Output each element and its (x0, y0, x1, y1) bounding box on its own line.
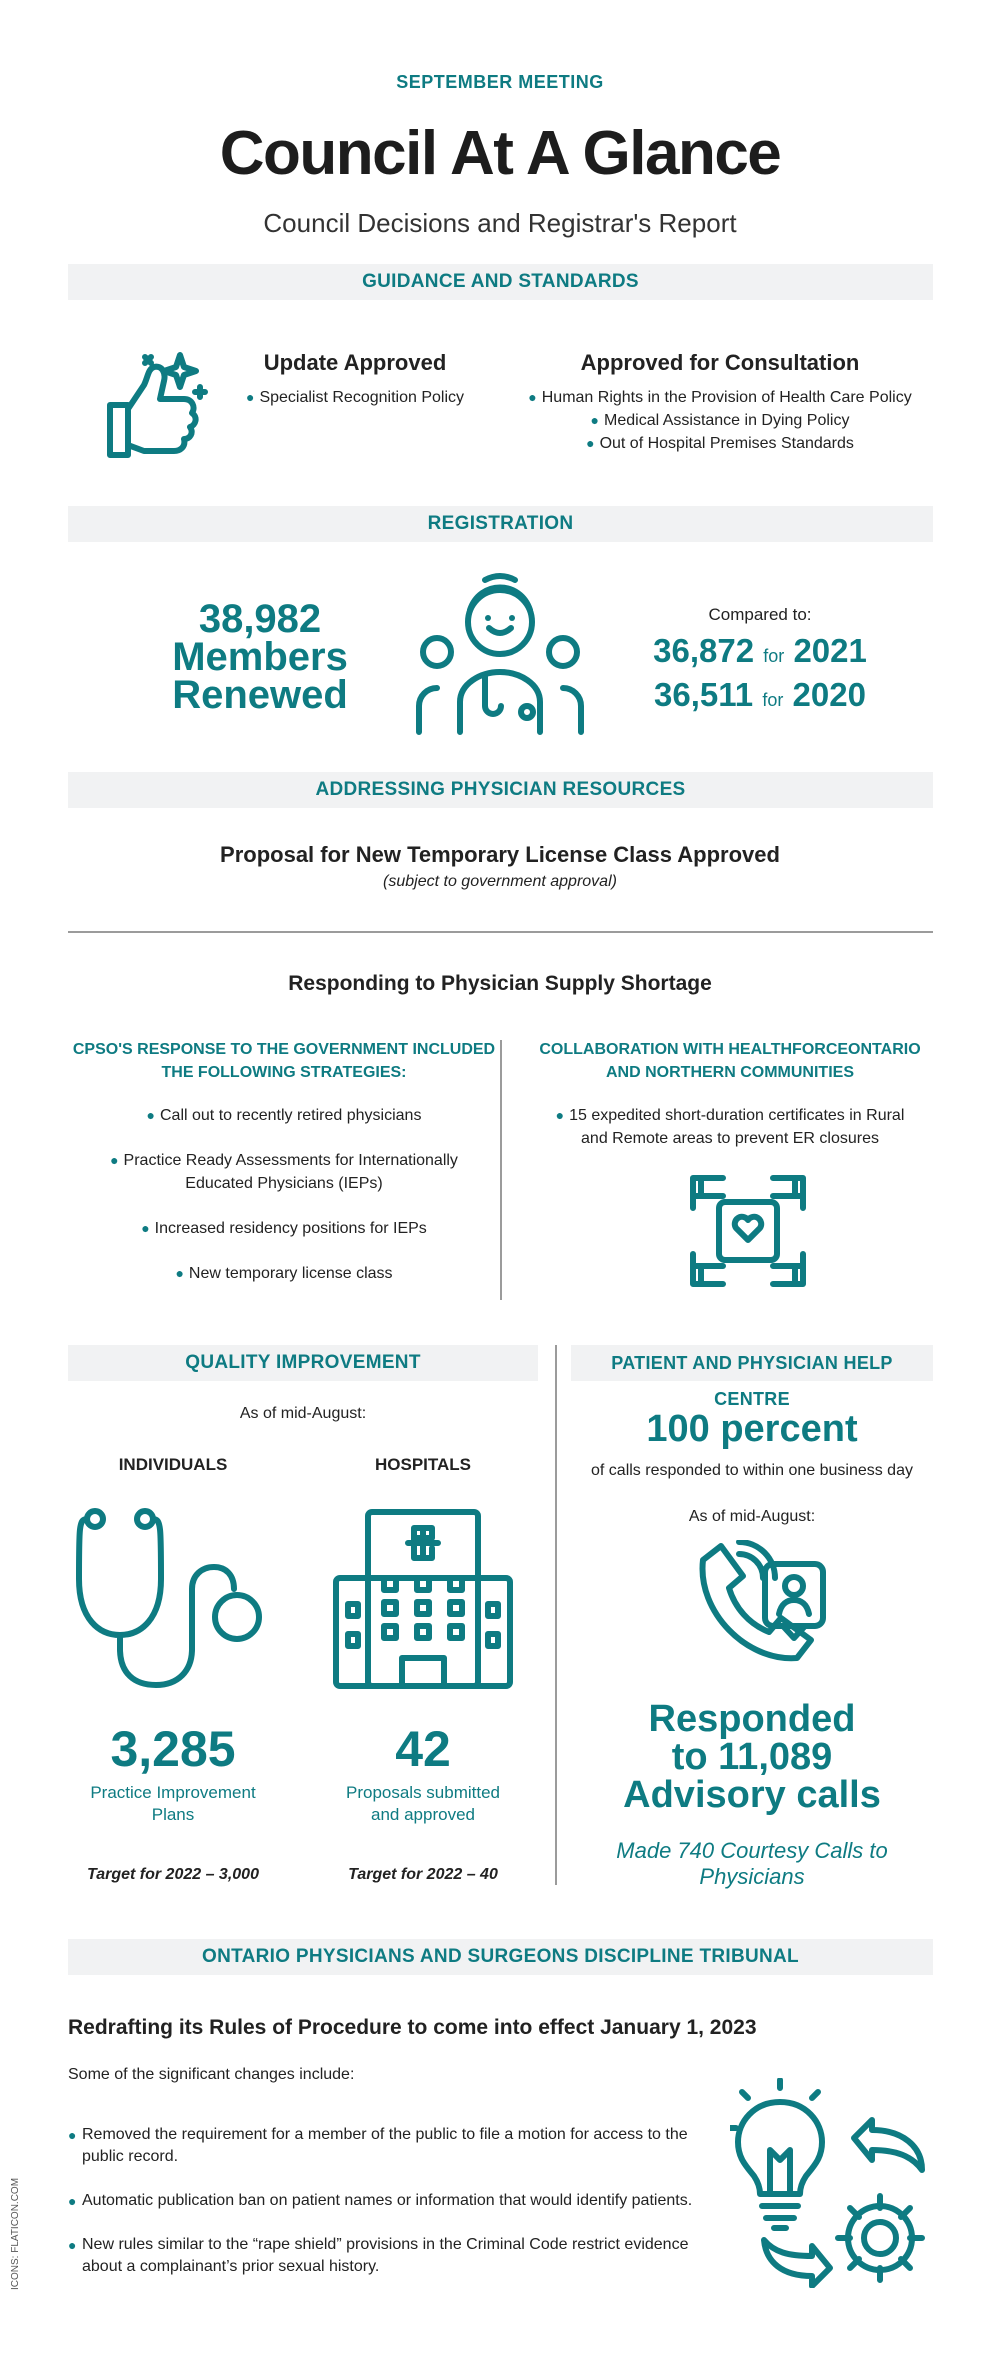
list-item: ● Medical Assistance in Dying Policy (590, 412, 850, 429)
calls-line: to 11,089 (671, 1736, 833, 1778)
year-2020: 2020 (792, 676, 866, 713)
item-line: Removed the requirement for a member of the public to file a motion for access to the (82, 2126, 688, 2143)
compared-label: Compared to: (708, 605, 812, 624)
tribunal-item: ● New rules similar to the “rape shield” provisions in the Criminal Code restrict evidence about a complainant’s prior sexual history. (68, 2234, 748, 2278)
individuals-target: Target for 2022 – 3,000 (87, 1866, 259, 1883)
individuals-desc (68, 1782, 278, 1826)
page-title: Council At A Glance (219, 119, 781, 188)
courtesy-line: Made 740 Courtesy Calls to (616, 1838, 888, 1863)
update-approved-list (235, 386, 475, 409)
list-item: ● Out of Hospital Premises Standards (586, 435, 854, 452)
list-item-continued: and Remote areas to prevent ER closures (581, 1130, 879, 1147)
band-helpcentre: PATIENT AND PHYSICIAN HELP CENTRE (571, 1345, 933, 1381)
for-label: for (763, 646, 785, 666)
update-approved-title: Update Approved (263, 350, 447, 375)
compare-row-2021 (620, 632, 900, 670)
list-item: ● Practice Ready Assessments for Internationally (110, 1152, 458, 1169)
thumbs-up-icon (100, 345, 210, 465)
proposal-note: (subject to government approval) (383, 873, 617, 890)
tribunal-item: ● Automatic publication ban on patient names or information that would identify patients. (68, 2190, 768, 2212)
column-divider (555, 1345, 557, 1885)
members-count: 38,982 (198, 597, 322, 641)
tribunal-intro: Some of the significant changes include: (68, 2066, 355, 2083)
lightbulb-gear-icon (730, 2078, 940, 2288)
band-guidance: GUIDANCE AND STANDARDS (68, 264, 933, 300)
quality-as-of: As of mid-August: (239, 1405, 367, 1422)
band-registration: REGISTRATION (68, 506, 933, 542)
members-renewed (140, 597, 380, 717)
desc-line: Plans (151, 1805, 195, 1824)
item-line: New rules similar to the “rape shield” provisions in the Criminal Code restrict evidence (82, 2236, 689, 2253)
list-item: ● Increased residency positions for IEPs (141, 1220, 427, 1237)
left-heading-line: CPSO'S RESPONSE TO THE GOVERNMENT INCLUDED (72, 1041, 496, 1058)
list-item: ● New temporary license class (175, 1265, 393, 1282)
hospitals-label: HOSPITALS (374, 1455, 472, 1474)
collaboration-list (520, 1104, 940, 1150)
stethoscope-icon (75, 1505, 275, 1695)
tribunal-item: ● Removed the requirement for a member of the public to file a motion for access to the public record. (68, 2124, 748, 2168)
members-label: Members (172, 635, 348, 679)
divider (68, 931, 933, 933)
help-as-of: As of mid-August: (688, 1508, 816, 1525)
band-tribunal: ONTARIO PHYSICIANS AND SURGEONS DISCIPLINE TRIBUNAL (68, 1939, 933, 1975)
consultation-title: Approved for Consultation (580, 350, 860, 375)
tribunal-title: Redrafting its Rules of Procedure to come into effect January 1, 2023 (68, 2016, 757, 2039)
list-item: ● Specialist Recognition Policy (245, 389, 464, 406)
hospital-icon (332, 1508, 514, 1690)
hospitals-number: 42 (395, 1721, 451, 1777)
renewed-label: Renewed (172, 673, 348, 717)
proposal-title: Proposal for New Temporary License Class Approved (220, 842, 780, 867)
year-2021: 2021 (793, 632, 867, 669)
list-item-continued: Educated Physicians (IEPs) (185, 1175, 383, 1192)
advisory-calls (571, 1700, 933, 1814)
list-item: ● 15 expedited short-duration certificates in Rural (555, 1107, 905, 1124)
column-divider (500, 1040, 502, 1300)
item-line: Automatic publication ban on patient names or information that would identify patients. (82, 2192, 693, 2209)
count-2021: 36,872 (653, 632, 755, 669)
consultation-list (510, 386, 930, 455)
list-item: ● Human Rights in the Provision of Health Care Policy (528, 389, 912, 406)
icon-credit: ICONS: FLATICON.COM (10, 2177, 21, 2290)
for-label: for (762, 690, 784, 710)
phone-contact-icon (683, 1540, 828, 1685)
page-subtitle: Council Decisions and Registrar's Report (263, 208, 737, 238)
right-heading-line: COLLABORATION WITH HEALTHFORCEONTARIO (539, 1041, 921, 1058)
right-heading-line: AND NORTHERN COMMUNITIES (606, 1064, 854, 1081)
calls-line: Responded (648, 1698, 856, 1740)
band-quality: QUALITY IMPROVEMENT (68, 1345, 538, 1381)
medical-team-icon (415, 572, 585, 738)
strategies-list (68, 1104, 500, 1285)
band-resources: ADDRESSING PHYSICIAN RESOURCES (68, 772, 933, 808)
hands-heart-icon (685, 1168, 811, 1294)
courtesy-line: Physicians (699, 1864, 805, 1889)
desc-line: Practice Improvement (90, 1783, 256, 1802)
hospitals-desc (318, 1782, 528, 1826)
calls-line: Advisory calls (623, 1774, 881, 1816)
hospitals-target: Target for 2022 – 40 (348, 1866, 498, 1883)
list-item: ● Call out to recently retired physicians (146, 1107, 422, 1124)
item-line: public record. (82, 2148, 179, 2165)
eyebrow: SEPTEMBER MEETING (396, 72, 604, 92)
courtesy-calls (571, 1838, 933, 1890)
supply-title: Responding to Physician Supply Shortage (288, 972, 712, 995)
percent-value: 100 percent (646, 1408, 858, 1450)
compare-row-2020 (620, 676, 900, 714)
count-2020: 36,511 (654, 676, 754, 713)
right-heading (520, 1038, 940, 1084)
desc-line: and approved (371, 1805, 475, 1824)
left-heading-line: THE FOLLOWING STRATEGIES: (161, 1064, 407, 1081)
desc-line: Proposals submitted (345, 1783, 501, 1802)
left-heading (68, 1038, 500, 1084)
individuals-label: INDIVIDUALS (118, 1455, 228, 1474)
item-line: about a complainant’s prior sexual history. (82, 2258, 380, 2275)
individuals-number: 3,285 (110, 1721, 236, 1777)
percent-desc: of calls responded to within one business day (591, 1462, 913, 1479)
